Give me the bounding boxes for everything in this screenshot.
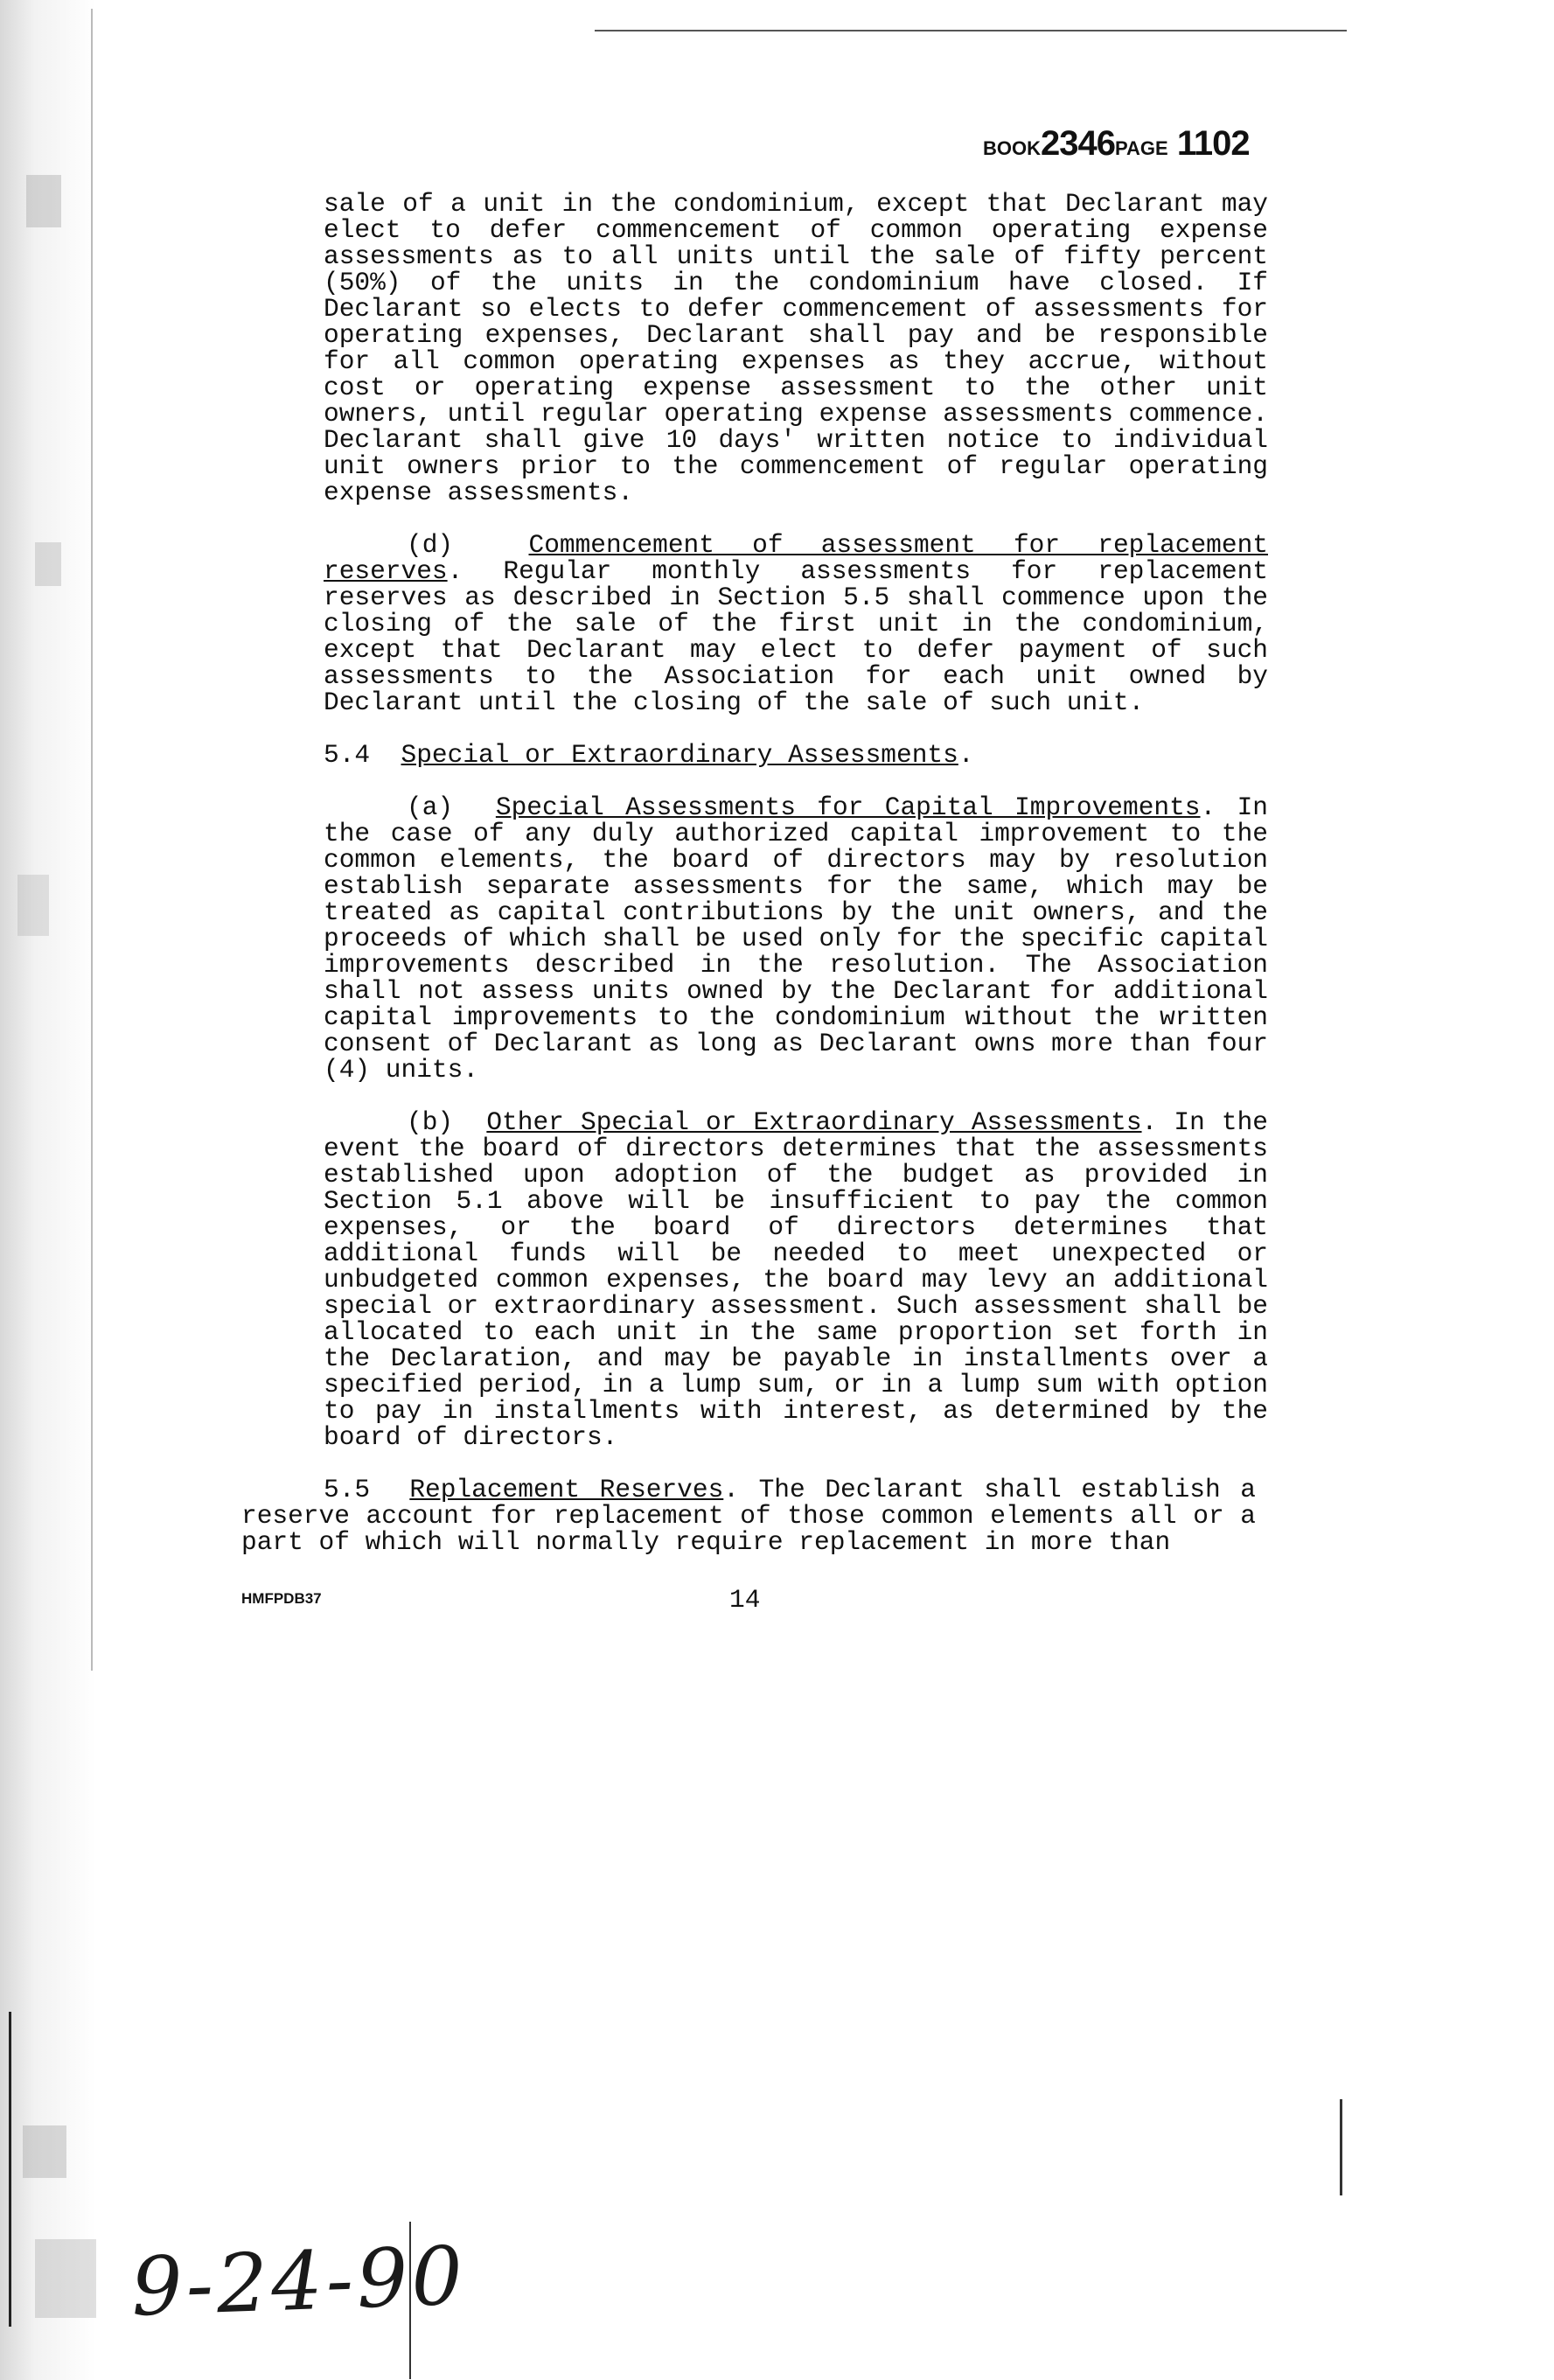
subsection-text: . In the event the board of directors determines that the assessments established upon adoption of the budget as provided in Section 5.1 above will be insufficient to pay the common expenses, or the board of directors determines that additional funds will be needed to meet unexpected or unbudgeted common expenses, the board may levy an additional special or extraordinary assessment. Such assessment shall be allocated to each unit in the same proportion set forth in the Declaration, and may be payable in installments over a specified period, in a lump sum, or in a lump sum with option to pay in installments with interest, as determined by the board of directors. <box>324 1107 1269 1452</box>
section-period: . <box>958 740 974 770</box>
scan-speckle <box>35 2239 96 2318</box>
scan-speckle <box>26 175 61 227</box>
scan-top-line <box>595 30 1347 31</box>
subsection-text: . Regular monthly assessments for replacement reserves as described in Section 5.5 shall commence upon the closing of the sale of the first unit in the condominium, except that Declarant may elect to defer payment of such assessments to the Association for each unit owned by Declarant until the closing of the sale of such unit. <box>324 556 1268 717</box>
subsection-label: (b) <box>407 1107 454 1137</box>
book-number: 2346 <box>1041 124 1115 163</box>
subsection-heading: Commencement of assessment for replacement reserves <box>324 530 1268 586</box>
book-label: BOOK <box>983 137 1041 159</box>
section-number: 5.5 <box>324 1475 371 1504</box>
scan-speckle <box>17 875 49 936</box>
scan-margin-line <box>91 9 93 1671</box>
scan-right-mark <box>1340 2099 1342 2195</box>
subsection-label: (d) <box>407 530 454 560</box>
book-page-stamp <box>983 124 1250 164</box>
subsection-heading: Other Special or Extraordinary Assessments <box>486 1107 1142 1137</box>
section-5-5 <box>241 1476 1256 1555</box>
subsection-text: . In the case of any duly authorized capital improvement to the common elements, the board of directors may by resolution establish separate assessments for the same, which may be treated as capital contributions by the unit owners, and the proceeds of which shall be used only for the specific capital improvements described in the resolution. The Association shall not assess units owned by the Declarant for additional capital improvements to the condominium without the written consent of Declarant as long as Declarant owns more than four (4) units. <box>324 792 1269 1085</box>
page-label: PAGE <box>1114 137 1168 159</box>
section-text: . The Declarant shall establish a reserve account for replacement of those common elements all or a part of which will normally require replacement in more than <box>241 1475 1257 1557</box>
subsection-label: (a) <box>407 792 454 822</box>
page-number: 14 <box>729 1585 761 1615</box>
document-code: HMFPDB37 <box>241 1590 322 1607</box>
scan-speckle <box>35 542 61 586</box>
paragraph-b <box>324 1109 1268 1450</box>
scan-left-mark <box>9 2012 11 2327</box>
handwritten-date: 9-24-90 <box>129 2229 468 2335</box>
subsection-heading: Special Assessments for Capital Improvements <box>495 792 1201 822</box>
section-title: Special or Extraordinary Assessments <box>401 740 958 770</box>
section-5-5-paragraph <box>241 1476 1256 1555</box>
stamp-page-number: 1102 <box>1176 124 1250 163</box>
paragraph-continuation: sale of a unit in the condominium, except that Declarant may elect to defer commencement of common operating expense assessments as to all units until the sale of fifty percent (50%) of the units in the condominium have closed. If Declarant so elects to defer commencement of assessments for operating expenses, Declarant shall pay and be responsible for all common operating expenses as they accrue, without cost or operating expense assessment to the other unit owners, until regular operating expense assessments commence. Declarant shall give 10 days' written notice to individual unit owners prior to the commencement of regular operating expense assessments. <box>324 189 1268 507</box>
section-5-4-heading <box>324 742 1268 768</box>
document-body <box>324 191 1268 1476</box>
section-number: 5.4 <box>324 740 371 770</box>
scan-speckle <box>23 2125 66 2178</box>
paragraph-a <box>324 794 1268 1083</box>
section-title: Replacement Reserves <box>409 1475 724 1504</box>
paragraph-d <box>324 532 1268 715</box>
scan-edge-shadow <box>0 0 96 2380</box>
